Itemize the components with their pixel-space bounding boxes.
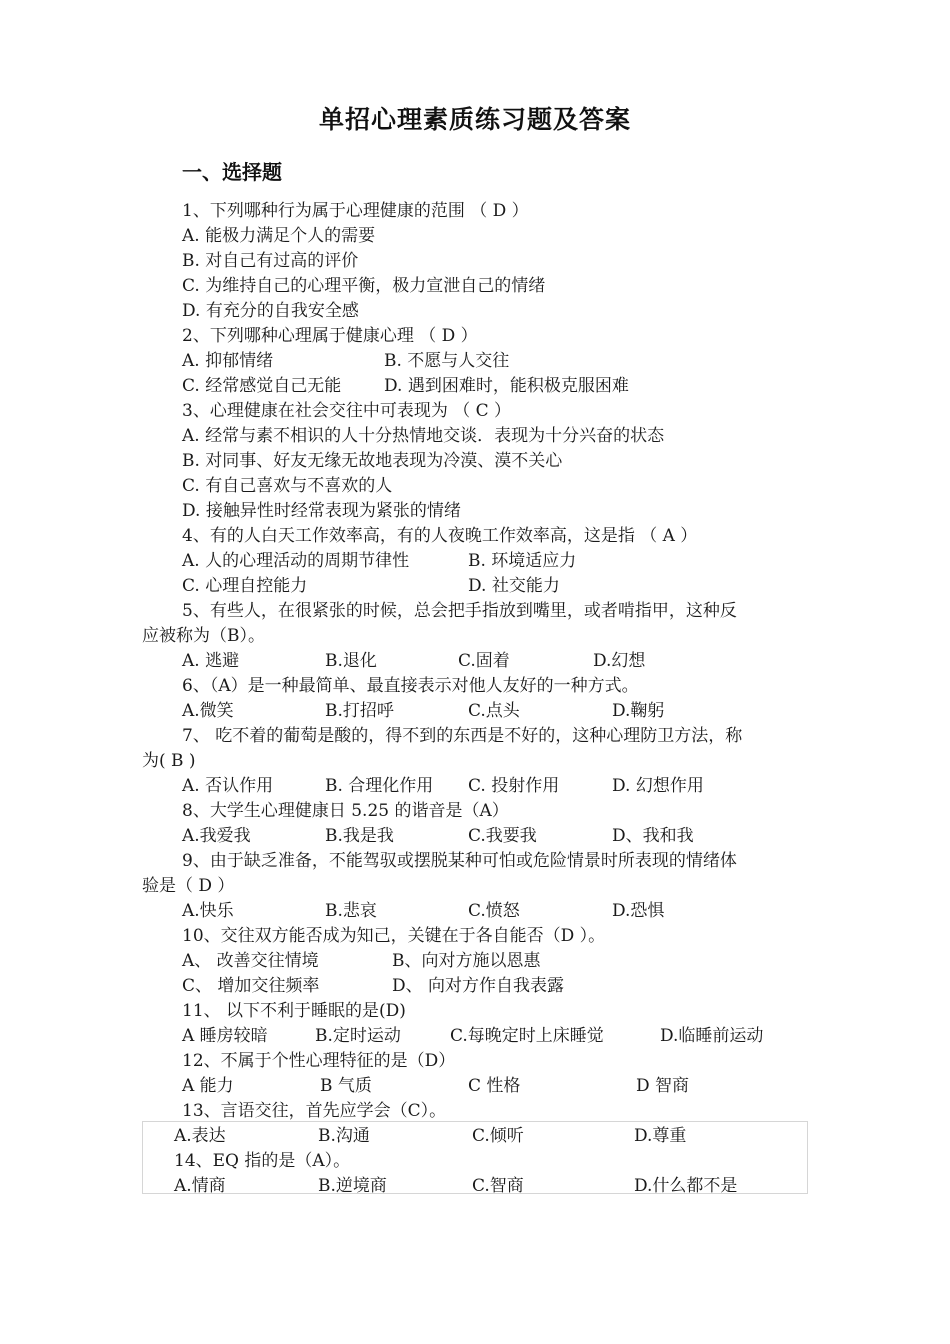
question-13-option-d: D.尊重 (634, 1126, 687, 1146)
question-7-option-d: D. 幻想作用 (612, 776, 704, 796)
question-8-option-b: B.我是我 (325, 826, 394, 846)
question-8-stem: 8、大学生心理健康日 5.25 的谐音是（A） (182, 801, 509, 821)
question-3-option-b: B. 对同事、好友无缘无故地表现为冷漠、漠不关心 (182, 451, 563, 471)
question-6-stem: 6、（A）是一种最简单、最直接表示对他人友好的一种方式。 (182, 676, 639, 696)
question-13-option-b: B.沟通 (318, 1126, 370, 1146)
question-14-option-c: C.智商 (472, 1176, 524, 1196)
question-10-stem: 10、交往双方能否成为知己，关键在于各自能否（D ）。 (182, 926, 606, 946)
question-7-option-a: A. 否认作用 (182, 776, 274, 796)
question-11-option-d: D.临睡前运动 (660, 1026, 764, 1046)
question-9-stem: 9、由于缺乏准备，不能驾驭或摆脱某种可怕或危险情景时所表现的情绪体 (182, 851, 737, 871)
question-4-option-c: C. 心理自控能力 (182, 576, 308, 596)
question-4-stem: 4、有的人白天工作效率高，有的人夜晚工作效率高，这是指 （ A ） (182, 526, 698, 546)
question-12-option-d: D 智商 (636, 1076, 690, 1096)
question-13-option-c: C.倾听 (472, 1126, 524, 1146)
question-1-option-c: C. 为维持自己的心理平衡，极力宣泄自己的情绪 (182, 276, 546, 296)
question-6-option-a: A.微笑 (182, 701, 234, 721)
question-3-option-c: C. 有自己喜欢与不喜欢的人 (182, 476, 393, 496)
question-2-stem: 2、下列哪种心理属于健康心理 （ D ） (182, 326, 478, 346)
question-6-option-c: C.点头 (468, 701, 520, 721)
question-9-option-a: A.快乐 (182, 901, 234, 921)
question-5-option-c: C.固着 (458, 651, 510, 671)
question-4-option-b: B. 环境适应力 (468, 551, 577, 571)
question-14-option-a: A.情商 (174, 1176, 226, 1196)
question-11-option-c: C.每晚定时上床睡觉 (450, 1026, 604, 1046)
question-10-option-b: B、向对方施以恩惠 (392, 951, 541, 971)
question-8-option-d: D、我和我 (612, 826, 694, 846)
section-heading: 一、选择题 (182, 160, 282, 184)
question-8-option-a: A.我爱我 (182, 826, 251, 846)
question-13-stem: 13、言语交往，首先应学会（C）。 (182, 1101, 447, 1121)
question-7-option-b: B. 合理化作用 (325, 776, 434, 796)
question-11-stem: 11、 以下不利于睡眠的是(D) (182, 1001, 406, 1021)
question-12-option-b: B 气质 (320, 1076, 372, 1096)
question-13-option-a: A.表达 (174, 1126, 226, 1146)
question-11-option-b: B.定时运动 (315, 1026, 401, 1046)
question-3-stem: 3、心理健康在社会交往中可表现为 （ C ） (182, 401, 512, 421)
question-1-option-b: B. 对自己有过高的评价 (182, 251, 359, 271)
question-10-option-c: C、 增加交往频率 (182, 976, 320, 996)
page-title: 单招心理素质练习题及答案 (318, 105, 631, 134)
question-6-option-b: B.打招呼 (325, 701, 394, 721)
question-1-option-a: A. 能极力满足个人的需要 (182, 226, 376, 246)
question-11-option-a: A 睡房较暗 (182, 1026, 268, 1046)
question-1-option-d: D. 有充分的自我安全感 (182, 301, 359, 321)
question-9-option-d: D.恐惧 (612, 901, 665, 921)
question-10-option-d: D、 向对方作自我表露 (392, 976, 565, 996)
question-9-option-c: C.愤怒 (468, 901, 520, 921)
question-6-option-d: D.鞠躬 (612, 701, 665, 721)
question-3-option-a: A. 经常与素不相识的人十分热情地交谈．表现为十分兴奋的状态 (182, 426, 665, 446)
question-12-option-c: C 性格 (468, 1076, 521, 1096)
question-10-option-a: A、 改善交往情境 (182, 951, 319, 971)
question-5-option-b: B.退化 (325, 651, 377, 671)
question-12-stem: 12、不属于个性心理特征的是（D） (182, 1051, 456, 1071)
question-2-option-c: C. 经常感觉自己无能 (182, 376, 342, 396)
question-5-stem-continued: 应被称为（B）。 (142, 626, 265, 646)
question-9-option-b: B.悲哀 (325, 901, 377, 921)
question-2-option-a: A. 抑郁情绪 (182, 351, 274, 371)
question-4-option-a: A. 人的心理活动的周期节律性 (182, 551, 410, 571)
question-5-stem: 5、有些人，在很紧张的时候，总会把手指放到嘴里，或者啃指甲，这种反 (182, 601, 737, 621)
question-14-option-b: B.逆境商 (318, 1176, 387, 1196)
question-1-stem: 1、下列哪种行为属于心理健康的范围 （ D ） (182, 201, 529, 221)
question-7-option-c: C. 投射作用 (468, 776, 560, 796)
question-3-option-d: D. 接触异性时经常表现为紧张的情绪 (182, 501, 461, 521)
question-2-option-b: B. 不愿与人交往 (384, 351, 510, 371)
question-14-stem: 14、EQ 指的是（A）。 (174, 1151, 351, 1171)
question-5-option-d: D.幻想 (593, 651, 646, 671)
question-9-stem-continued: 验是（ D ） (142, 876, 235, 896)
question-7-stem: 7、 吃不着的葡萄是酸的，得不到的东西是不好的，这种心理防卫方法，称 (182, 726, 743, 746)
question-14-option-d: D.什么都不是 (634, 1176, 738, 1196)
question-12-option-a: A 能力 (182, 1076, 234, 1096)
question-4-option-d: D. 社交能力 (468, 576, 560, 596)
question-2-option-d: D. 遇到困难时，能积极克服困难 (384, 376, 629, 396)
question-5-option-a: A. 逃避 (182, 651, 240, 671)
question-8-option-c: C.我要我 (468, 826, 537, 846)
question-7-stem-continued: 为( B ) (142, 751, 196, 771)
